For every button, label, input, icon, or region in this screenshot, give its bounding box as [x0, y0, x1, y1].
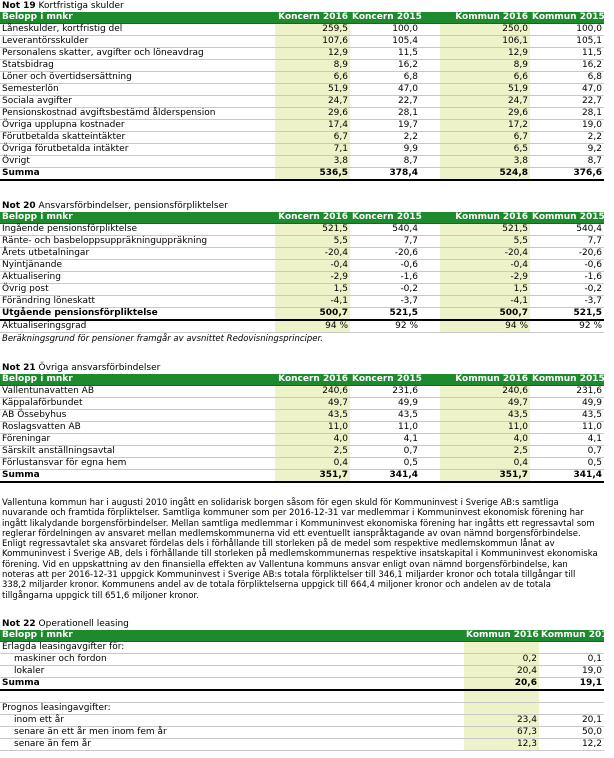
note-19-table	[0, 12, 604, 181]
note-19-title: Not 19 Kortfristiga skulder	[2, 1, 124, 11]
row-label: Övriga upplupna kostnader	[0, 120, 275, 132]
value-cell: 6,5	[440, 144, 530, 156]
value-cell: 500,7	[440, 308, 530, 321]
value-cell: -0,2	[530, 284, 604, 296]
blank-row	[0, 690, 604, 703]
value-cell: 28,1	[530, 108, 604, 120]
table-row	[0, 727, 604, 739]
value-cell: -20,4	[275, 248, 350, 260]
value-cell: 12,3	[464, 739, 539, 751]
row-label: Övriga förutbetalda intäkter	[0, 144, 275, 156]
column-header: Belopp i mnkr	[0, 374, 275, 386]
table-row	[0, 398, 604, 410]
table-row	[0, 320, 604, 333]
row-label: Förändring löneskatt	[0, 296, 275, 308]
note-22	[0, 618, 614, 751]
value-cell: 3,8	[275, 156, 350, 168]
value-cell: 521,5	[440, 224, 530, 236]
value-cell: -4,1	[275, 296, 350, 308]
spacer-cell	[420, 320, 440, 333]
value-cell: 23,4	[464, 715, 539, 727]
row-label: senare än fem år	[0, 739, 464, 751]
sum-row	[0, 678, 604, 691]
row-label: Nyintjänande	[0, 260, 275, 272]
value-cell: -2,9	[440, 272, 530, 284]
value-cell: 29,6	[440, 108, 530, 120]
value-cell: -20,6	[350, 248, 420, 260]
value-cell: 19,0	[530, 120, 604, 132]
row-label: Aktualiseringsgrad	[0, 320, 275, 333]
table-row	[0, 739, 604, 751]
spacer-cell	[420, 308, 440, 321]
table-row	[0, 434, 604, 446]
spacer-cell	[420, 458, 440, 470]
value-cell: 6,7	[440, 132, 530, 144]
value-cell: 11,0	[440, 422, 530, 434]
value-cell: 1,5	[275, 284, 350, 296]
spacer-cell	[420, 24, 440, 36]
value-cell: 47,0	[350, 84, 420, 96]
table-row	[0, 654, 604, 666]
value-cell: -3,7	[350, 296, 420, 308]
value-cell: 43,5	[530, 410, 604, 422]
value-cell: 4,0	[440, 434, 530, 446]
row-label: Årets utbetalningar	[0, 248, 275, 260]
value-cell: -1,6	[530, 272, 604, 284]
table-row	[0, 36, 604, 48]
value-cell: 49,9	[530, 398, 604, 410]
value-cell: 521,5	[530, 308, 604, 321]
value-cell: 8,9	[275, 60, 350, 72]
note-21-paragraph: Vallentuna kommun har i augusti 2010 ingått en solidarisk borgen såsom för egen skuld för Kommuninvest i Sverige AB:s samtliga nuvarande och framtida förpliktelser. Samtliga kommuner som per 2016-12-31 var medlemmar i Kommuninvest ekonomisk förening har ingått likalydande borgensförbindelser. Mellan samtliga medlemmar i Kommuninvest ekonomiska förening har ingåtts ett regressavtal som reglerar fördelningen av ansvaret mellan medlemskommunerna vid ett eventuellt ianspråktagande av ovan nämnd borgensförbindelse. Enligt regressavtalet ska ansvaret fördelas dels i förhållande till storleken på de medel som respektive medlemskommun lånat av Kommuninvest i Sverige AB, dels i förhållande till storleken på medlemskommunernas respektive insatskapital i Kommuninvest ekonomiska förening. Vid en uppskattning av den finansiella effekten av Vallentuna kommuns ansvar enligt ovan nämnd borgensförbindelse, kan noteras att per 2016-12-31 uppgick Kommuninvest i Sverige AB:s totala förpliktelser till 346,1 miljarder kronor och totala tillgångar till 338,2 miljarder kronor. Kommunens andel av de totala förpliktelserna uppgick till 664,4 miljoner kronor och andelen av de totala tillgångarna uppgick till 651,6 miljoner kronor.	[2, 498, 598, 601]
value-cell: 43,5	[350, 410, 420, 422]
value-cell: 4,1	[530, 434, 604, 446]
value-cell: 0,5	[530, 458, 604, 470]
value-cell: 22,7	[350, 96, 420, 108]
value-cell: 29,6	[275, 108, 350, 120]
value-cell: 19,7	[350, 120, 420, 132]
value-cell: 2,2	[350, 132, 420, 144]
value-cell: -2,9	[275, 272, 350, 284]
value-cell: 24,7	[440, 96, 530, 108]
value-cell: 231,6	[350, 386, 420, 398]
row-label: AB Össebyhus	[0, 410, 275, 422]
value-cell: 12,2	[539, 739, 604, 751]
value-cell: 7,7	[350, 236, 420, 248]
spacer-cell	[420, 36, 440, 48]
value-cell: 2,5	[440, 446, 530, 458]
value-cell: 6,6	[440, 72, 530, 84]
column-header: Koncern 2016	[275, 12, 350, 24]
table-row	[0, 120, 604, 132]
column-header: Koncern 2015	[352, 12, 422, 22]
spacer-cell	[420, 132, 440, 144]
row-label: Summa	[0, 168, 275, 181]
value-cell: -3,7	[530, 296, 604, 308]
spacer-cell	[420, 72, 440, 84]
value-cell: 240,6	[275, 386, 350, 398]
spacer-cell	[420, 422, 440, 434]
table-row	[0, 260, 604, 272]
value-cell: 341,4	[350, 470, 420, 483]
note-22-table	[0, 630, 614, 751]
value-cell: 43,5	[275, 410, 350, 422]
sum-row	[0, 470, 604, 483]
value-cell: 231,6	[530, 386, 604, 398]
column-header: Koncern 2016	[275, 374, 350, 386]
value-cell: 12,9	[440, 48, 530, 60]
row-label: Aktualisering	[0, 272, 275, 284]
value-cell: 536,5	[275, 168, 350, 181]
value-cell: 11,5	[350, 48, 420, 60]
note-22-title: Not 22 Operationell leasing	[2, 619, 129, 629]
row-label: Roslagsvatten AB	[0, 422, 275, 434]
column-header	[420, 12, 440, 24]
table-row	[0, 108, 604, 120]
spacer-cell	[420, 120, 440, 132]
value-cell: 20,4	[464, 666, 539, 678]
value-cell: 3,8	[440, 156, 530, 168]
value-cell: 100,0	[530, 24, 604, 36]
table-row	[0, 272, 604, 284]
value-cell: 0,7	[350, 446, 420, 458]
value-cell: 540,4	[350, 224, 420, 236]
value-cell: 5,5	[440, 236, 530, 248]
sum-row	[0, 168, 604, 181]
row-label: inom ett år	[0, 715, 464, 727]
value-cell	[464, 703, 539, 715]
value-cell: -20,4	[440, 248, 530, 260]
table-row	[0, 156, 604, 168]
value-cell: 50,0	[539, 727, 604, 739]
spacer-cell	[420, 156, 440, 168]
table-row	[0, 248, 604, 260]
value-cell: 105,4	[350, 36, 420, 48]
row-label: Utgående pensionsförpliktelse	[0, 308, 275, 321]
table-row	[0, 715, 604, 727]
spacer-cell	[420, 108, 440, 120]
row-label: Övrigt	[0, 156, 275, 168]
table-row	[0, 666, 604, 678]
column-header: Belopp i mnkr	[0, 212, 275, 224]
row-label: senare än ett år men inom fem år	[0, 727, 464, 739]
column-header: Belopp i mnkr	[0, 630, 464, 642]
value-cell: -0,6	[530, 260, 604, 272]
spacer-cell	[420, 144, 440, 156]
spacer-cell	[420, 410, 440, 422]
spacer-cell	[420, 248, 440, 260]
column-header: Kommun 2016	[440, 374, 530, 386]
value-cell: 51,9	[440, 84, 530, 96]
value-cell	[539, 642, 604, 654]
column-header: Koncern 2016	[275, 212, 350, 224]
spacer-cell	[420, 84, 440, 96]
header-row	[0, 374, 604, 386]
table-row	[0, 446, 604, 458]
value-cell: 49,7	[275, 398, 350, 410]
column-header: Kommun 2015	[532, 212, 605, 222]
spacer-cell	[420, 168, 440, 181]
spacer-cell	[420, 224, 440, 236]
column-header: Kommun 2016	[466, 630, 539, 640]
value-cell: 0,4	[440, 458, 530, 470]
value-cell: 11,0	[350, 422, 420, 434]
value-cell: 92 %	[350, 320, 420, 333]
row-label: Statsbidrag	[0, 60, 275, 72]
row-label: Käppalaförbundet	[0, 398, 275, 410]
spacer-cell	[420, 470, 440, 483]
value-cell: -0,6	[350, 260, 420, 272]
value-cell: 12,9	[275, 48, 350, 60]
value-cell: 92 %	[530, 320, 604, 333]
value-cell: 11,0	[275, 422, 350, 434]
column-header: Kommun 2016	[440, 12, 530, 24]
value-cell: 351,7	[440, 470, 530, 483]
table-row	[0, 84, 604, 96]
spacer-cell	[420, 96, 440, 108]
spacer-cell	[420, 434, 440, 446]
note-21	[0, 362, 605, 483]
value-cell: 7,1	[275, 144, 350, 156]
table-row	[0, 224, 604, 236]
value-cell: 378,4	[350, 168, 420, 181]
value-cell: -0,2	[350, 284, 420, 296]
table-row	[0, 48, 604, 60]
value-cell: 43,5	[440, 410, 530, 422]
value-cell: 47,0	[530, 84, 604, 96]
value-cell: 19,0	[539, 666, 604, 678]
value-cell: 94 %	[440, 320, 530, 333]
row-label: maskiner och fordon	[0, 654, 464, 666]
value-cell: -20,6	[530, 248, 604, 260]
column-header: Belopp i mnkr	[0, 12, 275, 24]
value-cell: 7,7	[530, 236, 604, 248]
value-cell: 1,5	[440, 284, 530, 296]
value-cell: 9,9	[350, 144, 420, 156]
blank-cell	[539, 690, 604, 703]
value-cell: 49,9	[350, 398, 420, 410]
row-label: Låneskulder, kortfristig del	[0, 24, 275, 36]
spacer-cell	[420, 236, 440, 248]
value-cell: 19,1	[539, 678, 604, 691]
value-cell: -4,1	[440, 296, 530, 308]
value-cell: 8,9	[440, 60, 530, 72]
table-row	[0, 386, 604, 398]
value-cell: 20,6	[464, 678, 539, 691]
value-cell: 0,4	[275, 458, 350, 470]
value-cell: 16,2	[530, 60, 604, 72]
header-row	[0, 12, 604, 24]
value-cell: 100,0	[350, 24, 420, 36]
value-cell: 105,1	[530, 36, 604, 48]
value-cell: 376,6	[530, 168, 604, 181]
value-cell: 5,5	[275, 236, 350, 248]
note-20-table	[0, 212, 604, 333]
note-21-title: Not 21 Övriga ansvarsförbindelser	[2, 363, 161, 373]
value-cell: 8,7	[350, 156, 420, 168]
value-cell: 2,2	[530, 132, 604, 144]
value-cell: 259,5	[275, 24, 350, 36]
row-label: Sociala avgifter	[0, 96, 275, 108]
table-row	[0, 296, 604, 308]
value-cell: 250,0	[440, 24, 530, 36]
table-row	[0, 96, 604, 108]
value-cell: -0,4	[440, 260, 530, 272]
value-cell: 8,7	[530, 156, 604, 168]
value-cell: 341,4	[530, 470, 604, 483]
spacer-cell	[420, 272, 440, 284]
value-cell: 240,6	[440, 386, 530, 398]
spacer-cell	[420, 398, 440, 410]
blank-cell	[0, 690, 464, 703]
row-label: lokaler	[0, 666, 464, 678]
value-cell: 521,5	[275, 224, 350, 236]
spacer-cell	[420, 284, 440, 296]
note-21-table	[0, 374, 604, 483]
value-cell: 17,4	[275, 120, 350, 132]
column-header: Koncern 2015	[352, 212, 422, 222]
value-cell: 521,5	[350, 308, 420, 321]
value-cell: 4,0	[275, 434, 350, 446]
value-cell: 67,3	[464, 727, 539, 739]
value-cell: 16,2	[350, 60, 420, 72]
spacer-cell	[420, 48, 440, 60]
value-cell: 4,1	[350, 434, 420, 446]
column-header: Kommun 2015	[541, 630, 614, 640]
value-cell: 51,9	[275, 84, 350, 96]
spacer-cell	[420, 260, 440, 272]
note-20-footnote: Beräkningsgrund för pensioner framgår av avsnittet Redovisningsprinciper.	[2, 334, 323, 344]
value-cell: 540,4	[530, 224, 604, 236]
value-cell: 351,7	[275, 470, 350, 483]
note-20-title: Not 20 Ansvarsförbindelser, pensionsförpliktelser	[2, 201, 228, 211]
spacer-cell	[420, 296, 440, 308]
row-label: Löner och övertidsersättning	[0, 72, 275, 84]
row-label: Föreningar	[0, 434, 275, 446]
table-row	[0, 422, 604, 434]
value-cell: 24,7	[275, 96, 350, 108]
row-label: Pensionskostnad avgiftsbestämd ålderspension	[0, 108, 275, 120]
group-label: Erlagda leasingavgifter för:	[0, 642, 464, 654]
table-row	[0, 24, 604, 36]
group-label: Prognos leasingavgifter:	[0, 703, 464, 715]
blank-cell	[464, 690, 539, 703]
sum-row	[0, 308, 604, 321]
row-label: Ingående pensionsförpliktelse	[0, 224, 275, 236]
value-cell	[539, 703, 604, 715]
row-label: Personalens skatter, avgifter och löneavdrag	[0, 48, 275, 60]
value-cell: 6,8	[350, 72, 420, 84]
value-cell: -1,6	[350, 272, 420, 284]
value-cell: 6,8	[530, 72, 604, 84]
spacer-cell	[420, 446, 440, 458]
value-cell: 49,7	[440, 398, 530, 410]
row-label: Leverantörsskulder	[0, 36, 275, 48]
column-header: Kommun 2016	[440, 212, 530, 224]
value-cell: 0,5	[350, 458, 420, 470]
header-row	[0, 630, 604, 642]
row-label: Summa	[0, 678, 464, 691]
value-cell: 0,7	[530, 446, 604, 458]
value-cell: 11,5	[530, 48, 604, 60]
value-cell: 0,2	[464, 654, 539, 666]
row-label: Förutbetalda skatteintäkter	[0, 132, 275, 144]
table-row	[0, 284, 604, 296]
column-header: Kommun 2015	[532, 374, 605, 384]
spacer-cell	[420, 60, 440, 72]
value-cell: 524,8	[440, 168, 530, 181]
value-cell: 22,7	[530, 96, 604, 108]
column-header: Kommun 2015	[532, 12, 605, 22]
value-cell: 20,1	[539, 715, 604, 727]
row-label: Förlustansvar för egna hem	[0, 458, 275, 470]
note-20	[0, 200, 605, 345]
column-header: Koncern 2015	[352, 374, 422, 384]
table-row	[0, 458, 604, 470]
row-label: Ränte- och basbeloppsuppräkninguppräkning	[0, 236, 275, 248]
value-cell: 6,7	[275, 132, 350, 144]
row-label: Semesterlön	[0, 84, 275, 96]
value-cell: 9,2	[530, 144, 604, 156]
note-19	[0, 0, 605, 181]
table-row	[0, 410, 604, 422]
group-row	[0, 642, 604, 654]
value-cell: 17,2	[440, 120, 530, 132]
value-cell: 28,1	[350, 108, 420, 120]
header-row	[0, 212, 604, 224]
value-cell: -0,4	[275, 260, 350, 272]
table-row	[0, 60, 604, 72]
row-label: Summa	[0, 470, 275, 483]
value-cell: 106,1	[440, 36, 530, 48]
value-cell: 2,5	[275, 446, 350, 458]
value-cell: 0,1	[539, 654, 604, 666]
column-header	[420, 212, 440, 224]
group-row	[0, 703, 604, 715]
spacer-cell	[420, 386, 440, 398]
table-row	[0, 144, 604, 156]
value-cell: 107,6	[275, 36, 350, 48]
column-header	[420, 374, 440, 386]
value-cell: 500,7	[275, 308, 350, 321]
table-row	[0, 132, 604, 144]
row-label: Övrig post	[0, 284, 275, 296]
value-cell: 94 %	[275, 320, 350, 333]
value-cell: 6,6	[275, 72, 350, 84]
value-cell	[464, 642, 539, 654]
row-label: Särskilt anställningsavtal	[0, 446, 275, 458]
value-cell: 11,0	[530, 422, 604, 434]
table-row	[0, 72, 604, 84]
table-row	[0, 236, 604, 248]
row-label: Vallentunavatten AB	[0, 386, 275, 398]
